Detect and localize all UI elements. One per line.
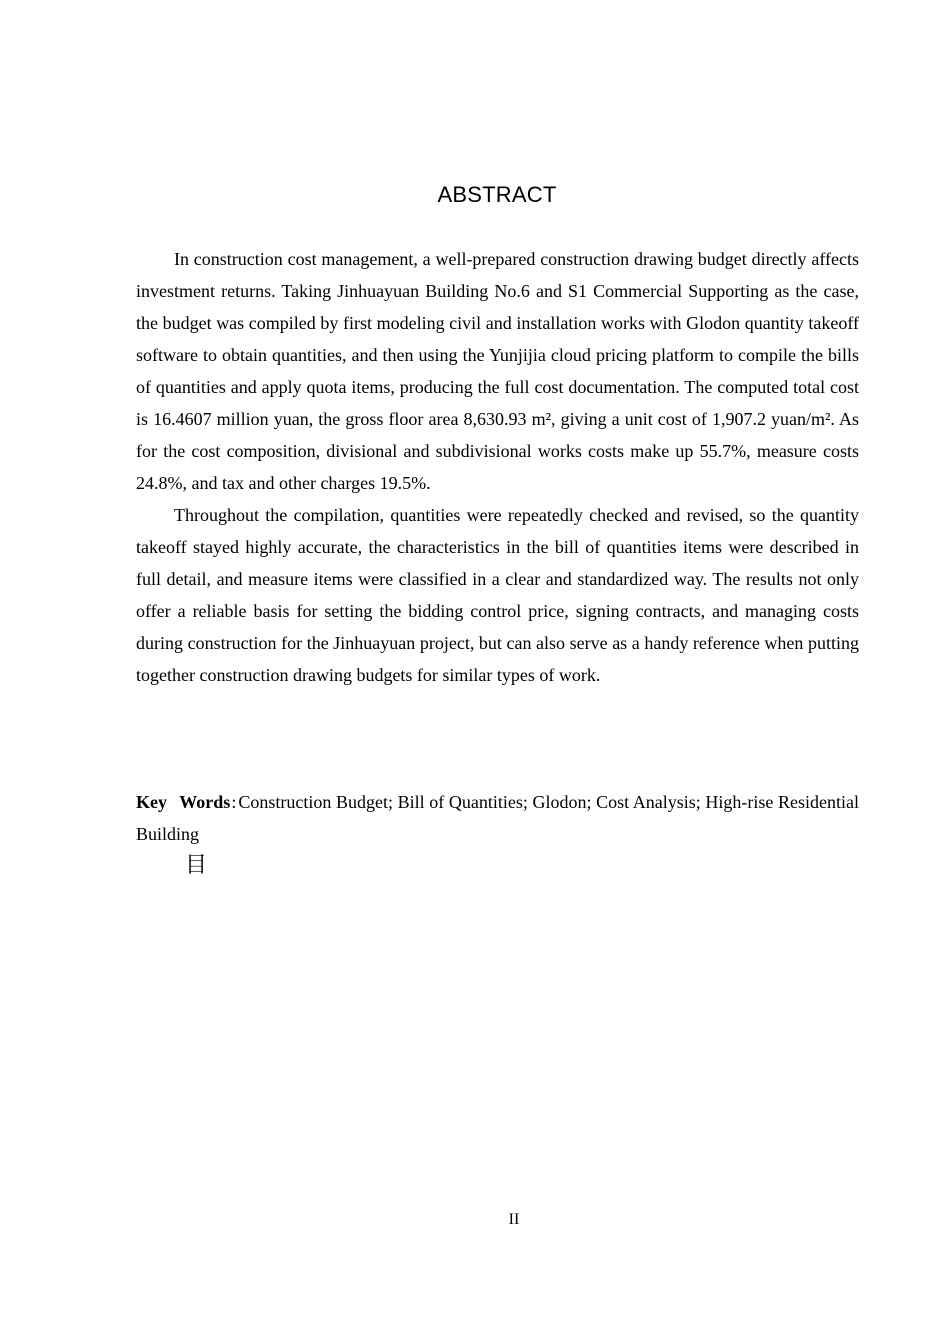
abstract-title: ABSTRACT <box>437 182 557 207</box>
page-number: II <box>508 1211 520 1228</box>
keywords-text: Construction Budget; Bill of Quantities; Glodon; Cost Analysis; High-rise Residential Building <box>136 792 859 844</box>
abstract-body <box>136 243 859 691</box>
abstract-paragraph-2: Throughout the compilation, quantities were repeatedly checked and revised, so the quantity takeoff stayed highly accurate, the characteristics in the bill of quantities items were described in full detail, and measure items were classified in a clear and standardized way. The results not only offer a reliable basis for setting the bidding control price, signing contracts, and managing costs during construction for the Jinhuayuan project, but can also serve as a handy reference when putting together construction drawing budgets for similar types of work. <box>136 505 859 685</box>
toc-heading-fragment: 目 <box>185 853 208 878</box>
keywords-separator: : <box>231 792 237 812</box>
keywords-line <box>136 786 859 850</box>
abstract-paragraph-1: In construction cost management, a well-prepared construction drawing budget directly affects investment returns. Taking Jinhuayuan Building No.6 and S1 Commercial Supporting as the case, the budget was compiled by first modeling civil and installation works with Glodon quantity takeoff software to obtain quantities, and then using the Yunjijia cloud pricing platform to compile the bills of quantities and apply quota items, producing the full cost documentation. The computed total cost is 16.4607 million yuan, the gross floor area 8,630.93 m², giving a unit cost of 1,907.2 yuan/m². As for the cost composition, divisional and subdivisional works costs make up 55.7%, measure costs 24.8%, and tax and other charges 19.5%. <box>136 249 859 493</box>
keywords-label: Key Words <box>136 792 231 812</box>
